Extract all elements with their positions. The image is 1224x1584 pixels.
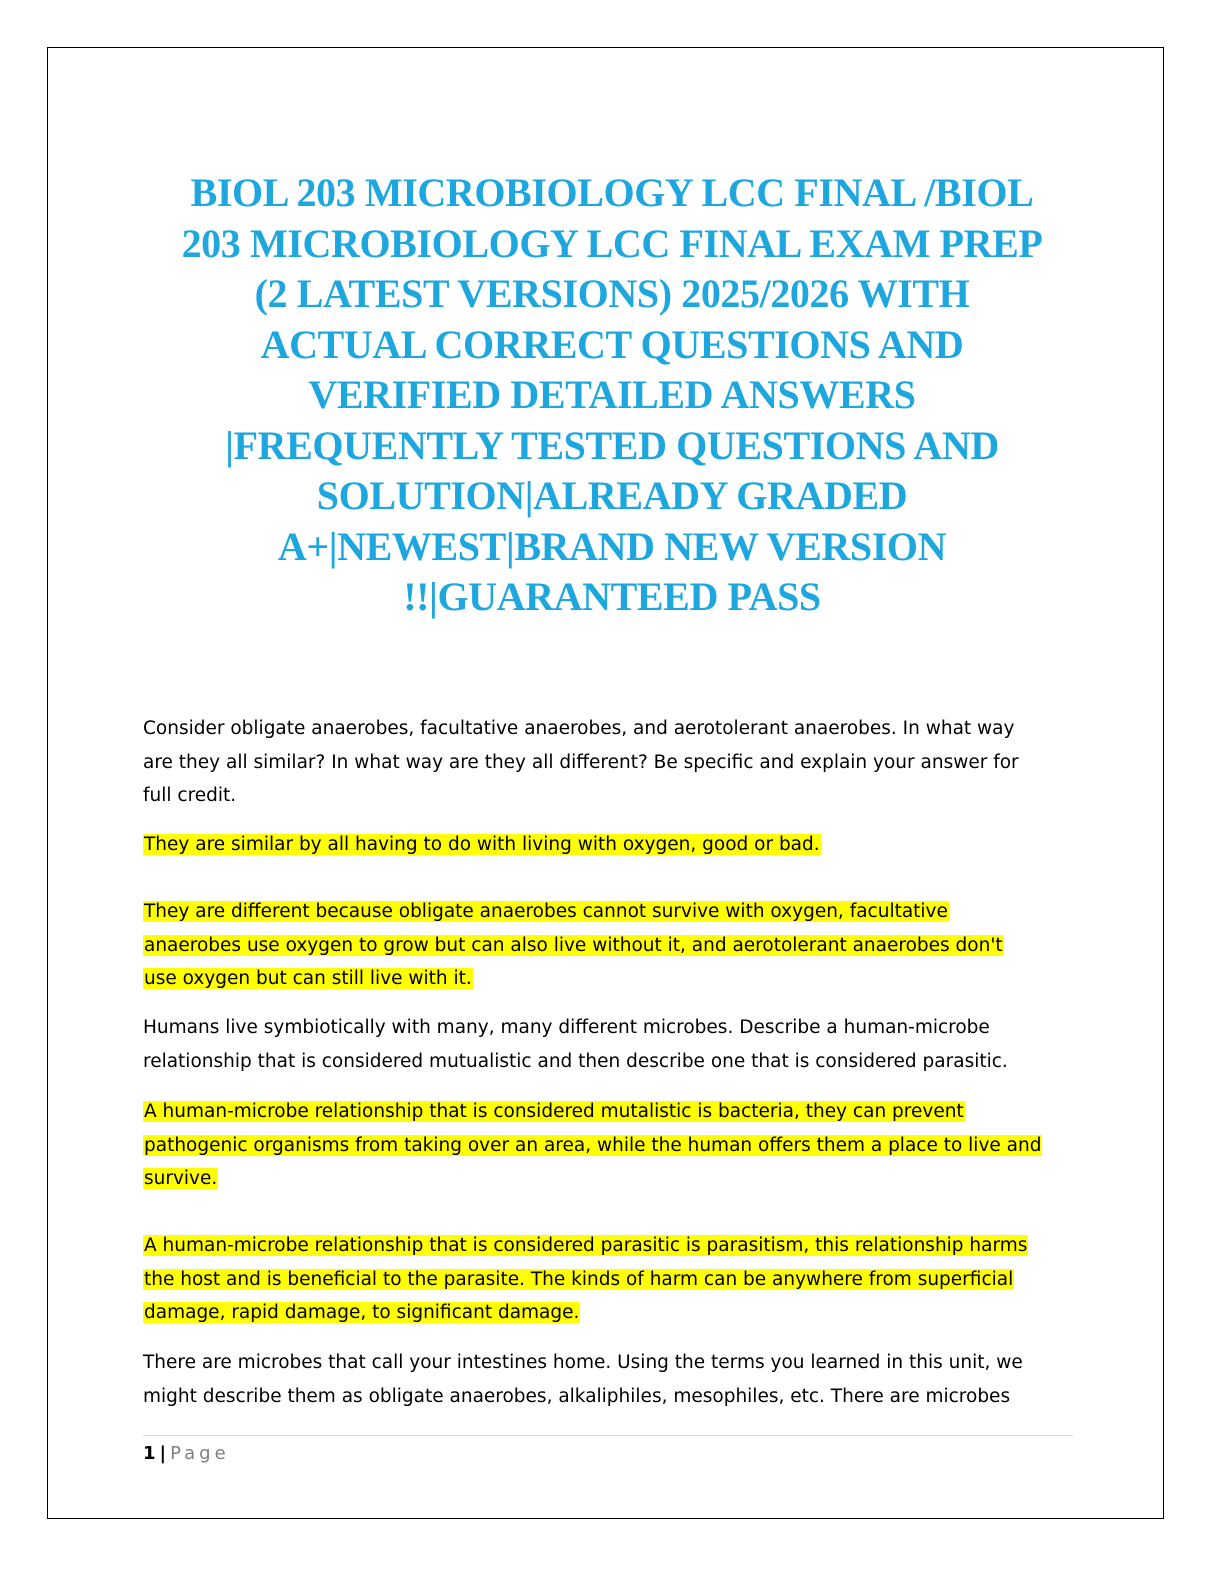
title-line: ACTUAL CORRECT QUESTIONS AND: [260, 321, 964, 367]
highlighted-answer-line: use oxygen but can still live with it.: [144, 968, 472, 989]
question-line: full credit.: [143, 785, 237, 806]
highlighted-answer-line: They are different because obligate anaerobes cannot survive with oxygen, facultative: [144, 901, 948, 922]
title-line: VERIFIED DETAILED ANSWERS: [308, 372, 916, 417]
footer-divider: [143, 1435, 1073, 1436]
title-line: (2 LATEST VERSIONS) 2025/2026 WITH: [254, 271, 970, 316]
question-line: Consider obligate anaerobes, facultative anaerobes, and aerotolerant anaerobes. In what way: [143, 718, 1015, 739]
footer-separator: |: [159, 1443, 167, 1464]
highlighted-answer-line: survive.: [144, 1168, 218, 1189]
highlighted-answer-line: They are similar by all having to do with living with oxygen, good or bad.: [144, 834, 820, 855]
page-label: Page: [170, 1443, 230, 1464]
highlighted-answer-line: pathogenic organisms from taking over an area, while the human offers them a place to live and: [144, 1134, 1042, 1156]
page-footer: [143, 1440, 230, 1468]
title-line: A+|NEWEST|BRAND NEW VERSION: [277, 523, 947, 569]
document-title: [140, 168, 1084, 623]
answer-2a: [143, 1095, 1083, 1196]
highlighted-answer-line: A human-microbe relationship that is considered mutalistic is bacteria, they can prevent: [144, 1101, 964, 1122]
question-line: Humans live symbiotically with many, many different microbes. Describe a human-microbe: [143, 1017, 990, 1038]
highlighted-answer-line: A human-microbe relationship that is considered parasitic is parasitism, this relationship harms: [144, 1235, 1028, 1256]
question-3: [143, 1346, 1083, 1413]
question-line: relationship that is considered mutualistic and then describe one that is considered parasitic.: [143, 1050, 1008, 1072]
question-1: [143, 712, 1083, 813]
answer-2b: [143, 1229, 1083, 1330]
title-line: 203 MICROBIOLOGY LCC FINAL EXAM PREP: [181, 220, 1043, 266]
answer-1a: [143, 828, 1083, 862]
highlighted-answer-line: damage, rapid damage, to significant damage.: [144, 1302, 580, 1323]
highlighted-answer-line: the host and is beneficial to the parasite. The kinds of harm can be anywhere from superficial: [144, 1268, 1014, 1290]
highlighted-answer-line: anaerobes use oxygen to grow but can also live without it, and aerotolerant anaerobes don't: [144, 934, 1003, 956]
answer-1b: [143, 895, 1083, 996]
page-number: 1: [143, 1443, 156, 1464]
title-line: |FREQUENTLY TESTED QUESTIONS AND: [225, 422, 999, 468]
title-line: BIOL 203 MICROBIOLOGY LCC FINAL /BIOL: [190, 170, 1034, 215]
question-2: [143, 1011, 1083, 1078]
title-line: !!|GUARANTEED PASS: [403, 574, 821, 619]
question-line: are they all similar? In what way are they all different? Be specific and explain your answer for: [143, 751, 1019, 773]
question-line: There are microbes that call your intestines home. Using the terms you learned in this unit, we: [143, 1352, 1023, 1373]
title-line: SOLUTION|ALREADY GRADED: [316, 473, 908, 518]
question-line: might describe them as obligate anaerobes, alkaliphiles, mesophiles, etc. There are microbes: [143, 1385, 1011, 1407]
